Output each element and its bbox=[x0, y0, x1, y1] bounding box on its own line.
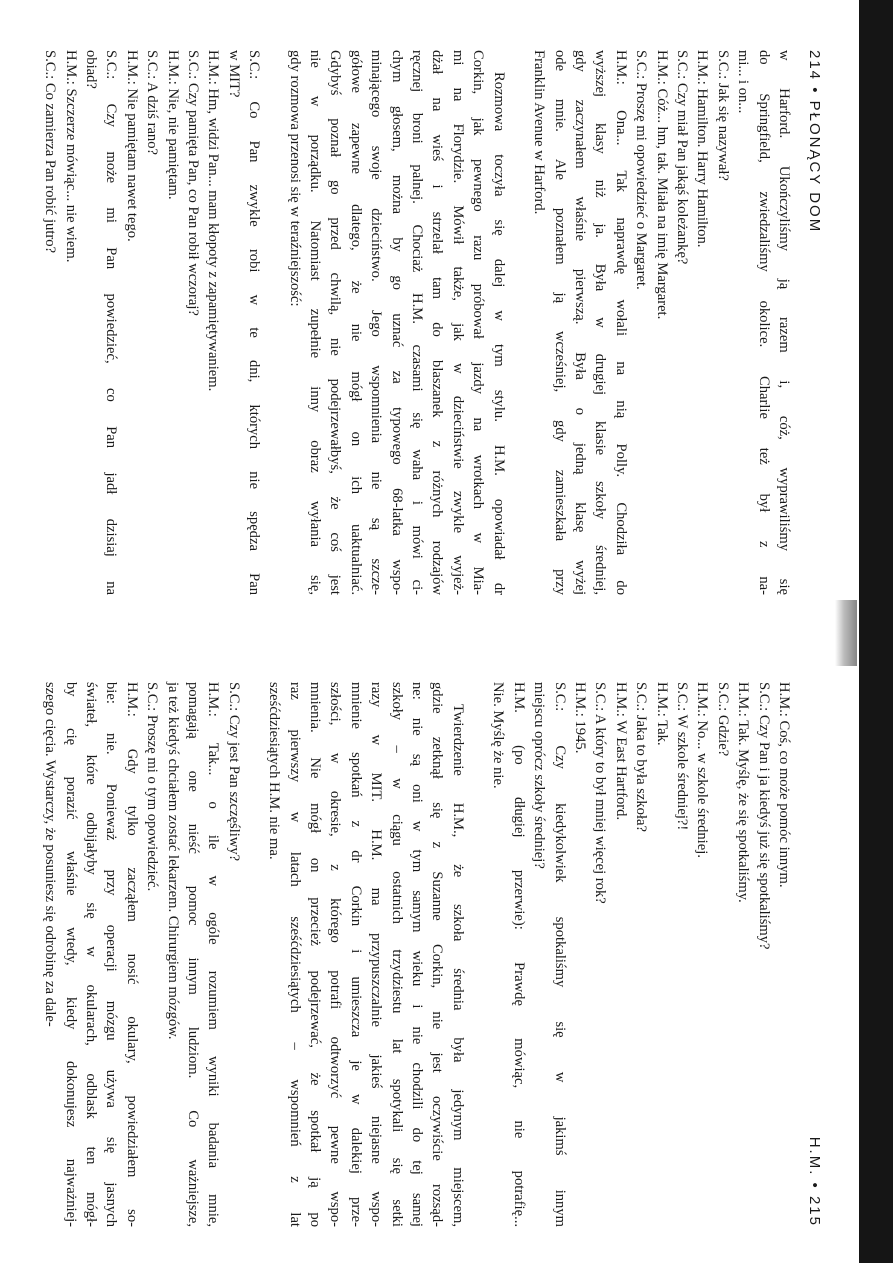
text-line: bie: nie. Ponieważ przy operacji mózgu używa się jasnych bbox=[103, 682, 120, 1227]
text-line: dżał na wieś i strzelał tam do blaszanek z różnych rodzajów bbox=[429, 50, 446, 595]
text-line: H.M.: Tak... o ile w ogóle rozumiem wyniki badania mnie, bbox=[205, 682, 222, 1227]
text-line: w Harford. Ukończyliśmy ją razem i, cóż, wyprawiliśmy się bbox=[776, 50, 792, 595]
text-line: by cię porazić właśnie wtedy, kiedy dokonujesz najważniej- bbox=[62, 682, 79, 1227]
text-line: ja też kiedyś chciałem zostać lekarzem. Chirurgiem mózgów. bbox=[164, 682, 181, 1040]
text-line: mnienie spotkań z dr Corkin i umieszcza je w dalekiej prze- bbox=[347, 682, 364, 1227]
text-line: raz pierwszy w latach sześćdziesiątych – wspomnień z lat bbox=[286, 682, 303, 1227]
left-dialog2 bbox=[40, 50, 264, 595]
text-line: do Springfield, zwiedzaliśmy okolice. Charlie też był z na- bbox=[755, 50, 772, 595]
text-line: H.M.: Cóż... hm, tak. Miała na imię Margaret. bbox=[653, 50, 670, 320]
text-line: razy w MIT. H.M. ma przypuszczalnie jakieś niejasne wspo- bbox=[368, 682, 385, 1227]
text-line: S.C.: Jaka to była szkoła? bbox=[633, 682, 650, 832]
text-line: mi... i on... bbox=[735, 50, 752, 114]
text-line: H.M.: No... w szkole średniej. bbox=[694, 682, 711, 858]
text-line: nie w porządku. Natomiast zupełnie inny obraz wyłania się, bbox=[307, 50, 324, 595]
text-line: S.C.: W szkole średniej?! bbox=[673, 682, 690, 831]
left-para2 bbox=[529, 50, 631, 595]
text-line: H.M.: Hamilton. Harry Hamilton. bbox=[694, 50, 711, 248]
text-line: S.C.: Gdzie? bbox=[714, 682, 731, 757]
text-line: H.M.: Ona... Tak naprawdę wołali na nią Polly. Chodziła do bbox=[612, 50, 629, 595]
text-line: H.M.: Nie, nie pamiętam. bbox=[164, 50, 181, 200]
text-line: sześćdziesiątych H.M. nie ma. bbox=[266, 682, 283, 860]
text-line: gdy zaczynałem właśnie pierwszą. Była o jedną klasę wyżej bbox=[571, 50, 588, 595]
text-line: Twierdzenie H.M., że szkoła średnia była jedynym miejscem, bbox=[449, 704, 466, 1227]
text-line: S.C.: Co zamierza Pan robić jutro? bbox=[42, 50, 59, 254]
right-para1 bbox=[264, 682, 468, 1227]
text-line: Gdybyś poznał go przed chwilą, nie podejrzewałbyś, że coś jest bbox=[327, 50, 344, 595]
text-line: H.M.: Nie pamiętam nawet tego. bbox=[123, 50, 140, 242]
text-line: H.M.: Szczerze mówiąc... nie wiem. bbox=[62, 50, 79, 263]
text-line: miejscu oprócz szkoły średniej? bbox=[531, 682, 548, 869]
text-line: H.M.: Gdy tylko zacząłem nosić okulary, powiedziałem so- bbox=[123, 682, 140, 1227]
text-line: S.C.: Proszę mi opowiedzieć o Margaret. bbox=[633, 50, 650, 290]
right-dialog1 bbox=[488, 682, 794, 1227]
text-line: S.C.: Czy pamięta Pan, co Pan robił wczoraj? bbox=[185, 50, 202, 316]
right-page-header: H.M. • 215 bbox=[806, 1136, 823, 1227]
text-line: S.C.: Jak się nazywał? bbox=[714, 50, 731, 181]
text-line: S.C.: Czy jest Pan szczęśliwy? bbox=[225, 682, 242, 862]
text-line: mnienia. Nie mógł on przecież podejrzewać, że spotkał ją po bbox=[307, 682, 324, 1227]
text-line: H.M.: Tak. Myślę, że się spotkaliśmy. bbox=[735, 682, 752, 903]
text-line: S.C.: Czy miał Pan jakąś koleżankę? bbox=[673, 50, 690, 265]
text-line: szłości, w okresie, z którego potrafi odtworzyć pewne wspo- bbox=[327, 682, 344, 1227]
left-para3 bbox=[284, 50, 508, 595]
text-line: H.M.: Hm, widzi Pan... mam kłopoty z zapamiętywaniem. bbox=[205, 50, 222, 392]
text-line: S.C.: Czy może mi Pan powiedzieć, co Pan jadł dzisiaj na bbox=[103, 50, 120, 595]
scan-dark-edge bbox=[859, 0, 893, 1263]
text-line: pomagają one nieść pomoc innym ludziom. Co ważniejsze, bbox=[185, 682, 202, 1227]
text-line: H.M. (po długiej przerwie): Prawdę mówiąc, nie potrafię... bbox=[510, 682, 527, 1227]
text-line: Nie. Myślę że nie. bbox=[490, 682, 507, 789]
text-line: ne: nie są oni w tym samym wieku i nie chodzili do tej samej bbox=[409, 682, 426, 1227]
left-page bbox=[23, 50, 823, 595]
text-line: minającego swoje dzieciństwo. Jego wspomnienia nie są szcze- bbox=[368, 50, 385, 595]
left-para1 bbox=[733, 50, 794, 595]
text-line: mi na Florydzie. Mówił także, jak w dzieciństwie zwykle wyjeż- bbox=[449, 50, 466, 595]
text-line: S.C.: Czy kiedykolwiek spotkaliśmy się w jakimś innym bbox=[551, 682, 568, 1227]
text-line: S.C.: Czy Pan i ja kiedyś już się spotkaliśmy? bbox=[755, 682, 772, 950]
text-line: szego cięcia. Wystarczy, że posuniesz się odrobinę za dale- bbox=[42, 682, 59, 1027]
text-line: świateł, które odbijałyby się w okularach, odblask ten mógł- bbox=[83, 682, 99, 1227]
right-dialog2 bbox=[40, 682, 244, 1227]
text-line: szkoły – w ciągu ostatnich trzydziestu lat spotykali się setki bbox=[388, 682, 405, 1227]
text-line: Rozmowa toczyła się dalej w tym stylu. H.M. opowiadał dr bbox=[490, 72, 507, 595]
text-line: w MIT? bbox=[225, 50, 242, 98]
text-line: S.C.: A który to był mniej więcej rok? bbox=[592, 682, 609, 904]
text-line: H.M.: Tak. bbox=[653, 682, 670, 746]
left-dialog1 bbox=[631, 50, 733, 595]
text-line: gdzie zetknął się z Suzanne Corkin, nie jest oczywiście rozsąd- bbox=[429, 682, 446, 1227]
text-line: Franklin Avenue w Harford. bbox=[531, 50, 548, 215]
text-line: ode mnie. Ale poznałem ją wcześniej, gdy zamieszkała przy bbox=[551, 50, 568, 595]
text-line: ręcznej broni palnej. Chociaż H.M. czasami się waha i mówi ci- bbox=[409, 50, 426, 595]
text-line: chym głosem, można by go uznać za typowego 68-latka wspo- bbox=[388, 50, 405, 595]
text-line: S.C.: Co Pan zwykle robi w te dni, których nie spędza Pan bbox=[246, 50, 263, 595]
text-line: wyższej klasy niż ja. Była w drugiej klasie szkoły średniej, bbox=[592, 50, 609, 595]
text-line: H.M.: 1945. bbox=[571, 682, 588, 754]
text-line: S.C.: Proszę mi o tym opowiedzieć. bbox=[144, 682, 161, 892]
text-line: H.M.: W East Hartford. bbox=[612, 682, 629, 821]
left-page-header: 214 • PŁONĄCY DOM bbox=[806, 50, 823, 234]
text-line: gdy rozmowa przenosi się w teraźniejszość: bbox=[286, 50, 303, 307]
book-gutter-shadow bbox=[835, 600, 857, 666]
text-line: Corkin, jak pewnego razu próbował jazdy na wrotkach w Mia- bbox=[470, 50, 487, 595]
text-line: H.M.: Coś, co może pomóc innym. bbox=[776, 682, 792, 888]
text-line: S.C.: A dziś rano? bbox=[144, 50, 161, 155]
text-line: obiad? bbox=[83, 50, 99, 89]
right-page bbox=[23, 682, 823, 1227]
text-line: gółowe zapewne dlatego, że nie mógł on ich uaktualniać. bbox=[347, 50, 364, 595]
